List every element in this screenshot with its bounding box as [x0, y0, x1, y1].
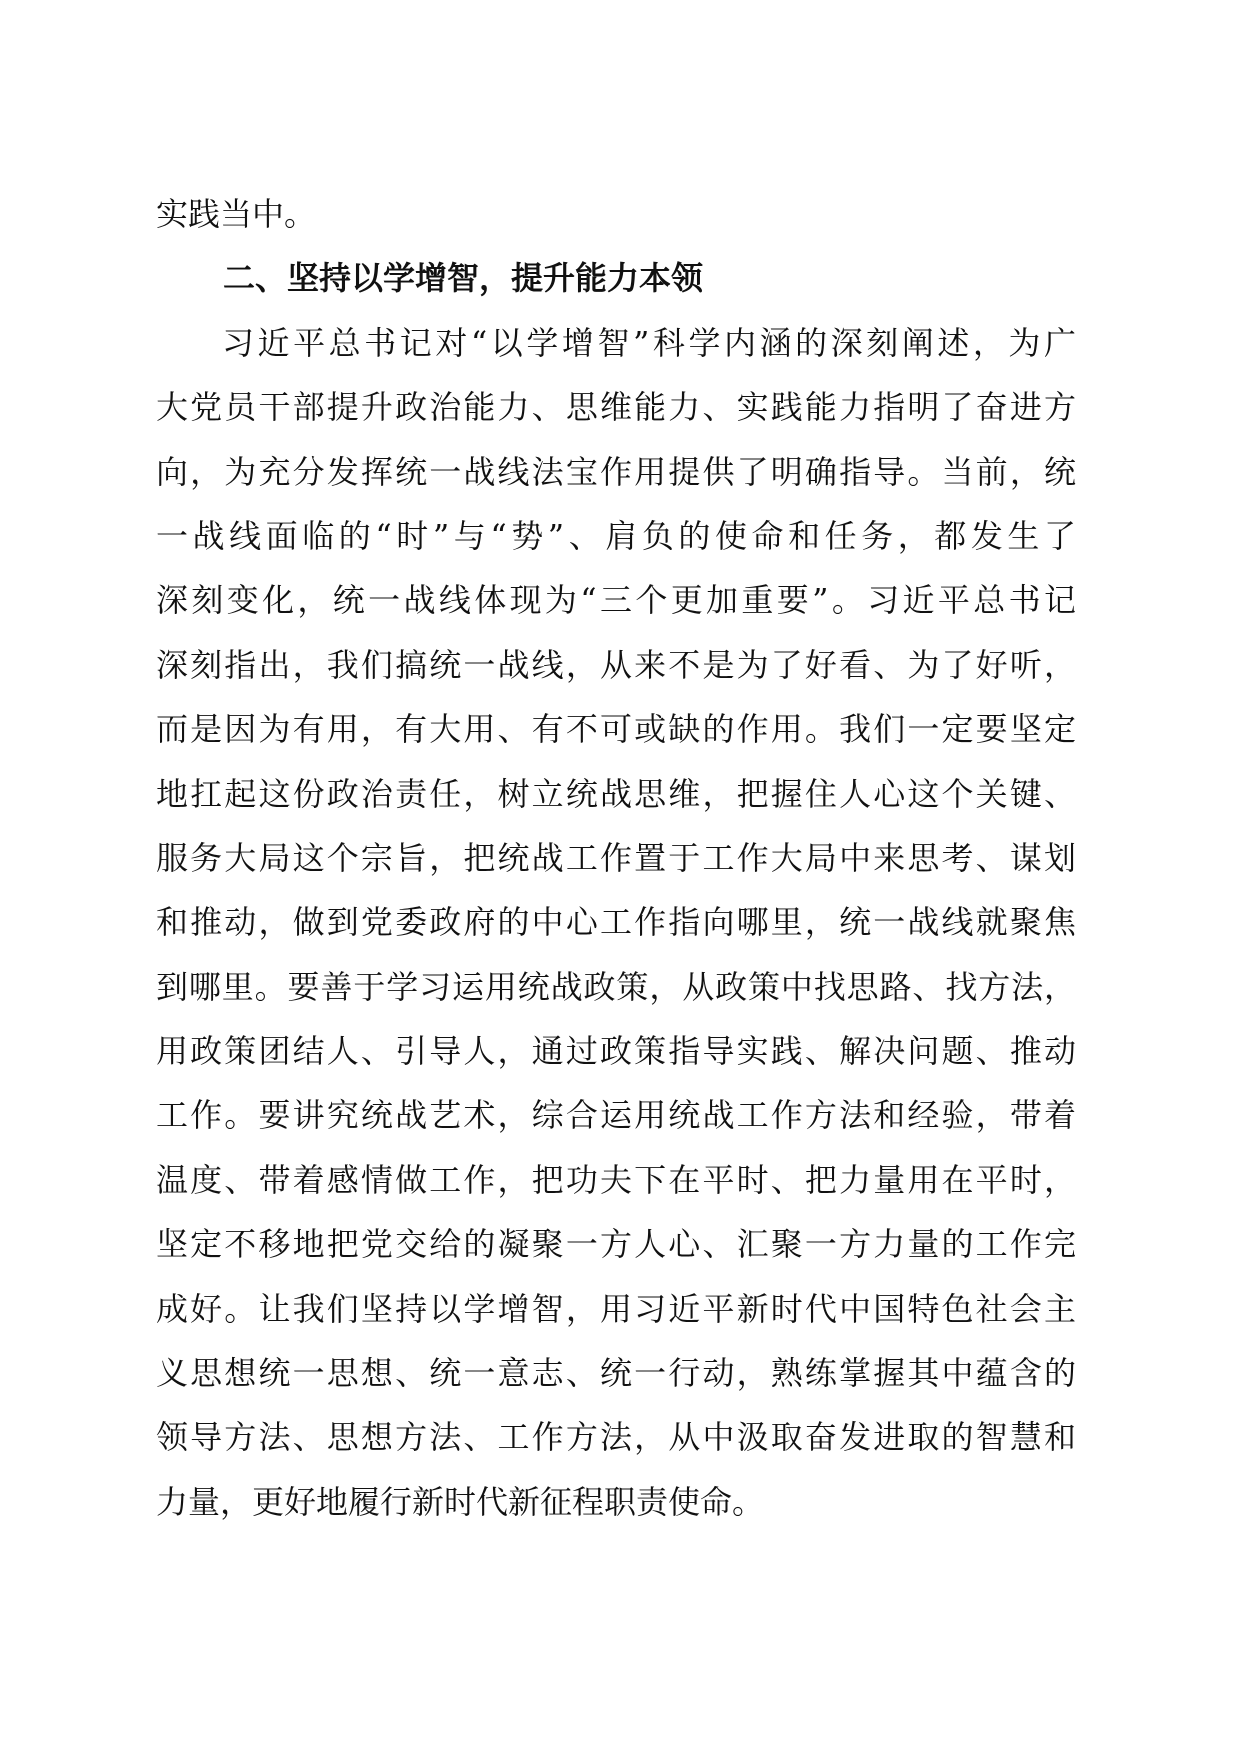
paragraph-line: 温度、带着感情做工作，把功夫下在平时、把力量用在平时，	[156, 1160, 1076, 1199]
section-heading: 二、坚持以学增智，提升能力本领	[223, 259, 704, 298]
paragraph-line: 义思想统一思想、统一意志、统一行动，熟练掌握其中蕴含的	[156, 1354, 1076, 1393]
paragraph-line: 地扛起这份政治责任，树立统战思维，把握住人心这个关键、	[156, 774, 1076, 813]
paragraph-line: 深刻指出，我们搞统一战线，从来不是为了好看、为了好听，	[156, 645, 1076, 684]
paragraph	[156, 311, 1076, 1534]
paragraph-line: 习近平总书记对“以学增智”科学内涵的深刻阐述，为广	[222, 323, 1076, 362]
paragraph-line: 领导方法、思想方法、工作方法，从中汲取奋发进取的智慧和	[156, 1418, 1076, 1457]
paragraph-line: 服务大局这个宗旨，把统战工作置于工作大局中来思考、谋划	[156, 838, 1076, 877]
paragraph-line: 一战线面临的“时”与“势”、肩负的使命和任务，都发生了	[156, 516, 1076, 555]
document-body	[156, 182, 1076, 1534]
paragraph-line: 力量，更好地履行新时代新征程职责使命。	[156, 1482, 765, 1521]
continuation-line: 实践当中。	[156, 195, 317, 233]
paragraph-line: 成好。让我们坚持以学增智，用习近平新时代中国特色社会主	[156, 1289, 1076, 1328]
paragraph-line: 到哪里。要善于学习运用统战政策，从政策中找思路、找方法，	[156, 967, 1076, 1006]
paragraph-line: 而是因为有用，有大用、有不可或缺的作用。我们一定要坚定	[156, 710, 1076, 749]
paragraph-line: 工作。要讲究统战艺术，综合运用统战工作方法和经验，带着	[156, 1096, 1076, 1135]
paragraph-line: 向，为充分发挥统一战线法宝作用提供了明确指导。当前，统	[156, 452, 1076, 491]
paragraph-line: 大党员干部提升政治能力、思维能力、实践能力指明了奋进方	[156, 388, 1076, 427]
paragraph-line: 和推动，做到党委政府的中心工作指向哪里，统一战线就聚焦	[156, 903, 1076, 942]
paragraph-line: 坚定不移地把党交给的凝聚一方人心、汇聚一方力量的工作完	[156, 1225, 1076, 1264]
paragraph-line: 深刻变化，统一战线体现为“三个更加重要”。习近平总书记	[156, 581, 1076, 620]
paragraph-line: 用政策团结人、引导人，通过政策指导实践、解决问题、推动	[156, 1032, 1076, 1071]
